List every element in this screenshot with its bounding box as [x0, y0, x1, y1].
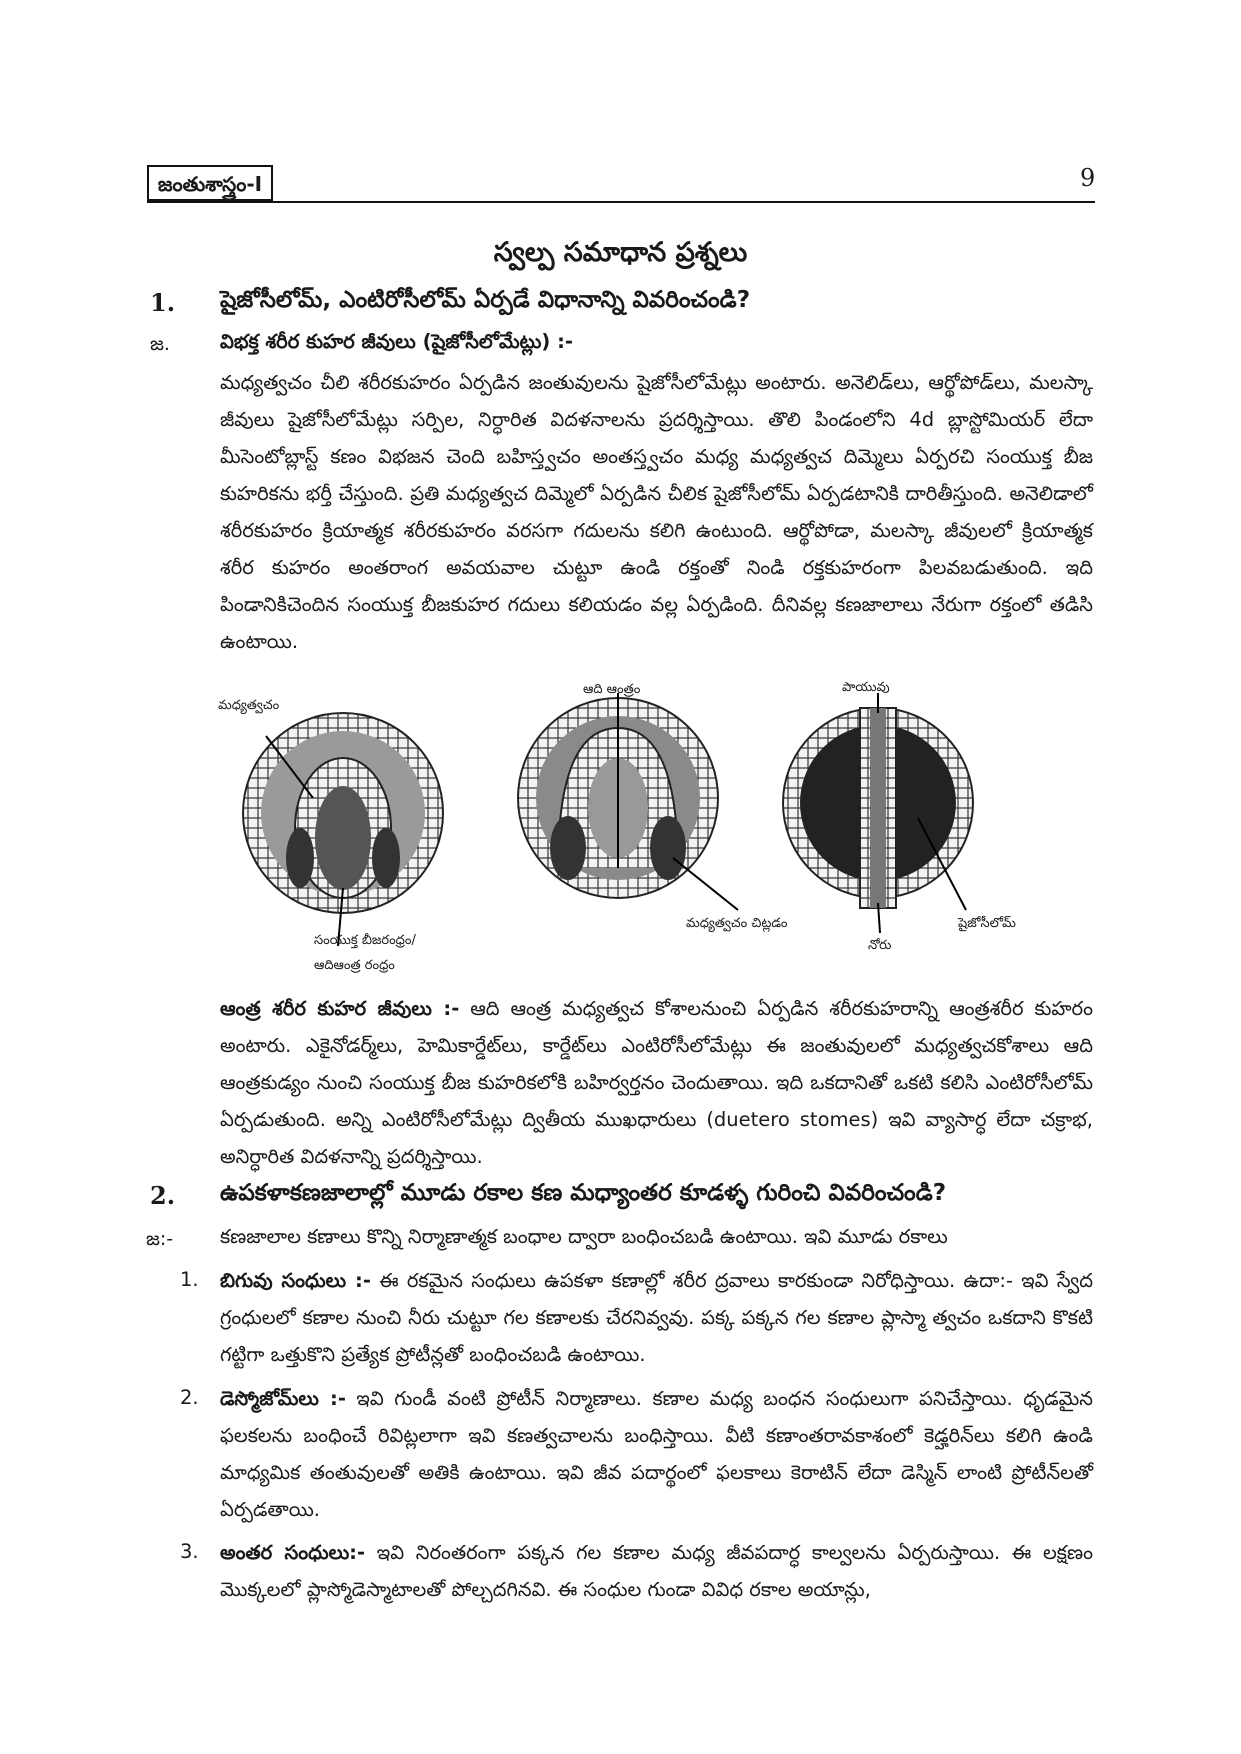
- item-3-text: ఇవి నిరంతరంగా పక్కన గల కణాల మధ్య జీవపదార్ధ కాల్వలను ఏర్పరుస్తాయి. ఈ లక్షణం మొక్కలలో ప్లాస్మోడెస్మాటాలతో పోల్చదగినవి. ఈ సంధుల గుండా వివిధ రకాల అయాన్లు,: [220, 1541, 1093, 1601]
- item-3-paragraph: [220, 1534, 1093, 1608]
- question-1-number: 1.: [150, 288, 176, 317]
- item-2-number: 2.: [180, 1386, 199, 1409]
- label-archenteron: ఆది ఆంత్రం: [583, 682, 641, 697]
- item-2-paragraph: [220, 1380, 1093, 1528]
- label-mesoderm-band: మధ్యత్వచం చిట్లడం: [686, 916, 788, 931]
- label-blastopore-2: ఆదిఆంత్ర రంధ్రం: [314, 958, 395, 973]
- answer-1-marker: జ.: [150, 333, 170, 355]
- label-schizocoel: షైజోసీలోమ్: [958, 916, 1016, 931]
- question-2-number: 2.: [150, 1181, 176, 1210]
- section-title: స్వల్ప సమాధాన ప్రశ్నలు: [493, 237, 748, 268]
- label-mouth: నోరు: [868, 938, 892, 953]
- label-mesoderm: మధ్యత్వచం: [218, 698, 280, 713]
- enterocoel-text: ఆది ఆంత్ర మధ్యత్వచ కోశాలనుంచి ఏర్పడిన శరీరకుహరాన్ని ఆంత్రశరీర కుహరం అంటారు. ఎకైనోడర్మ్‌లు, హెమికార్డేట్‌లు, కార్డేట్‌లు ఎంటిరోసీలోమేట్లు ఈ జంతువులలో మధ్యత్వచకోశాలు ఆది ఆంత్రకుడ్యం నుంచి సంయుక్త బీజ కుహరికలోకి బహిర్వర్తనం చెందుతాయి. ఇది ఒకదానితో ఒకటి కలిసి ఎంటిరోసీలోమ్ ఏర్పడుతుంది. అన్ని ఎంటిరోసీలోమేట్లు ద్వితీయ ముఖధారులు (duetero stomes) ఇవి వ్యాసార్ధ లేదా చక్రాభ, అనిర్ధారిత విదళనాన్ని ప్రదర్శిస్తాయి.: [220, 997, 1093, 1168]
- header-title: జంతుశాస్త్రం-I: [147, 165, 273, 201]
- label-anus: పాయువు: [842, 680, 890, 695]
- question-2-text: ఉపకళాకణజాలాల్లో మూడు రకాల కణ మధ్యాంతర కూడళ్ళ గురించి వివరించండి?: [220, 1180, 947, 1206]
- embryo-2: [518, 693, 738, 910]
- embryo-1: [243, 713, 443, 946]
- enterocoel-heading: ఆంత్ర శరీర కుహర జీవులు :-: [220, 997, 460, 1020]
- item-2-text: ఇవి గుండీ వంటి ప్రోటీన్ నిర్మాణాలు. కణాల మధ్య బంధన సంధులుగా పనిచేస్తాయి. ధృడమైన ఫలకలను బంధించే రివిట్లలాగా ఇవి కణత్వచాలను బంధిస్తాయి. వీటి కణాంతరావకాశంలో కెడ్హరిన్‌లు కలిగి ఉండి మాధ్యమిక తంతువులతో అతికి ఉంటాయి. ఇవి జీవ పదార్థంలో ఫలకాలు కెరాటిన్ లేదా డెస్మిన్ లాంటి ప్రోటీన్‌లతో ఏర్పడతాయి.: [220, 1387, 1093, 1521]
- enterocoel-paragraph: [220, 990, 1093, 1175]
- embryo-3: [783, 693, 973, 933]
- answer-2-intro: కణజాలాల కణాలు కొన్ని నిర్మాణాత్మక బంధాల ద్వారా బంధించబడి ఉంటాయి. ఇవి మూడు రకాలు: [220, 1225, 948, 1248]
- item-1-number: 1.: [180, 1268, 199, 1291]
- label-blastopore-1: సంయుక్త బీజరంధ్రం/: [314, 933, 416, 948]
- item-3-term: అంతర సంధులు:-: [220, 1541, 366, 1564]
- item-1-paragraph: [220, 1262, 1093, 1373]
- page-number: 9: [1080, 164, 1096, 192]
- question-1-text: షైజోసీలోమ్, ఎంటిరోసీలోమ్ ఏర్పడే విధానాన్ని వివరించండి?: [220, 287, 751, 313]
- header-rule: [147, 201, 1095, 203]
- item-1-term: బిగువు సంధులు :-: [220, 1269, 371, 1292]
- answer-1-subheading: విభక్త శరీర కుహర జీవులు (షైజోసీలోమేట్లు) :-: [220, 330, 574, 353]
- answer-2-marker: జ:-: [146, 1228, 174, 1250]
- item-3-number: 3.: [180, 1540, 199, 1563]
- answer-1-paragraph: మధ్యత్వచం చీలి శరీరకుహరం ఏర్పడిన జంతువులను షైజోసీలోమేట్లు అంటారు. అనెలిడ్‌లు, ఆర్థోపోడ్‌లు, మలస్కా జీవులు షైజోసీలోమేట్లు సర్పిల, నిర్ధారిత విదళనాలను ప్రదర్శిస్తాయి. తొలి పిండంలోని 4d బ్లాస్టోమియర్ లేదా మీసెంటోబ్లాస్ట్ కణం విభజన చెంది బహిస్త్వచం అంతస్త్వచం మధ్య మధ్యత్వచ దిమ్మెలు ఏర్పరచి సంయుక్త బీజ కుహరికను భర్తీ చేస్తుంది. ప్రతి మధ్యత్వచ దిమ్మెలో ఏర్పడిన చీలిక షైజోసీలోమ్ ఏర్పడటానికి దారితీస్తుంది. అనెలిడాలో శరీరకుహరం క్రియాత్మక శరీరకుహరం వరసగా గదులను కలిగి ఉంటుంది. ఆర్థోపోడా, మలస్కా జీవులలో క్రియాత్మక శరీర కుహరం అంతరాంగ అవయవాల చుట్టూ ఉండి రక్తంతో నిండి రక్తకుహరంగా పిలవబడుతుంది. ఇది పిండానికిచెందిన సంయుక్త బీజకుహర గదులు కలియడం వల్ల ఏర్పడింది. దీనివల్ల కణజాలాలు నేరుగా రక్తంలో తడిసి ఉంటాయి.: [220, 371, 1093, 653]
- coelom-formation-figure: [218, 680, 1030, 973]
- item-2-term: డెస్మోజోమ్‌లు :-: [220, 1387, 346, 1410]
- embryo-diagram: [218, 688, 1030, 973]
- item-1-text: ఈ రకమైన సంధులు ఉపకళా కణాల్లో శరీర ద్రవాలు కారకుండా నిరోధిస్తాయి. ఉదా:- ఇవి స్వేద గ్రంధులలో కణాల నుంచి నీరు చుట్టూ గల కణాలకు చేరనివ్వవు. పక్క పక్కన గల కణాల ప్లాస్మా త్వచం ఒకదాని కొకటి గట్టిగా ఒత్తుకొని ప్రత్యేక ప్రోటీన్లతో బంధించబడి ఉంటాయి.: [220, 1269, 1093, 1366]
